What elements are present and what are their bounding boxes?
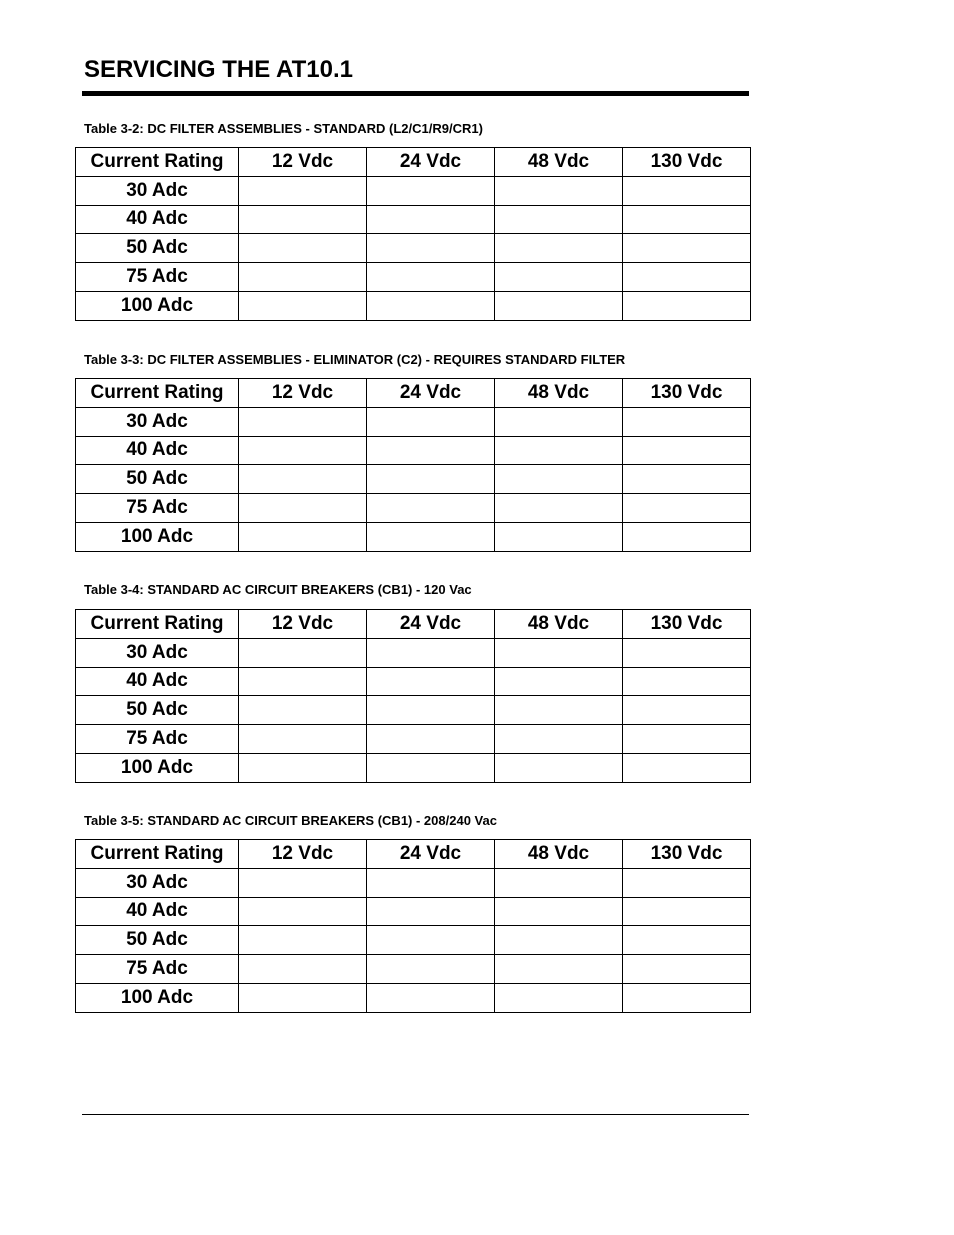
row-label: 100 Adc <box>76 291 239 320</box>
table-row <box>76 725 751 754</box>
table-cell <box>367 638 495 667</box>
table-row <box>76 696 751 725</box>
column-header: Current Rating <box>76 148 239 177</box>
table-row <box>76 291 751 320</box>
table-row <box>76 753 751 782</box>
table-cell <box>367 753 495 782</box>
table-cell <box>495 176 623 205</box>
table-cell <box>367 955 495 984</box>
row-label: 75 Adc <box>76 725 239 754</box>
table-row <box>76 465 751 494</box>
table-cell <box>623 436 751 465</box>
table-cell <box>623 897 751 926</box>
column-header: 48 Vdc <box>495 840 623 869</box>
table-cell <box>495 753 623 782</box>
table-cell <box>495 667 623 696</box>
table-row <box>76 983 751 1012</box>
row-label: 50 Adc <box>76 234 239 263</box>
ac-breakers-208-240vac-table <box>75 839 751 1013</box>
table-caption: Table 3-4: STANDARD AC CIRCUIT BREAKERS (CB1) - 120 Vac <box>84 582 472 597</box>
table-cell <box>239 638 367 667</box>
table-cell <box>623 638 751 667</box>
table-row <box>76 234 751 263</box>
table-cell <box>367 494 495 523</box>
table-cell <box>239 696 367 725</box>
table-cell <box>623 522 751 551</box>
table-cell <box>367 291 495 320</box>
table-cell <box>623 407 751 436</box>
table-row <box>76 205 751 234</box>
table-cell <box>623 955 751 984</box>
table-cell <box>367 263 495 292</box>
column-header: 48 Vdc <box>495 148 623 177</box>
column-header: 48 Vdc <box>495 379 623 408</box>
row-label: 75 Adc <box>76 494 239 523</box>
table-row <box>76 926 751 955</box>
table-cell <box>623 263 751 292</box>
row-label: 50 Adc <box>76 926 239 955</box>
column-header: 24 Vdc <box>367 610 495 639</box>
table-cell <box>495 291 623 320</box>
table-cell <box>367 436 495 465</box>
table-cell <box>239 436 367 465</box>
column-header: 130 Vdc <box>623 379 751 408</box>
table-cell <box>239 522 367 551</box>
table-cell <box>623 868 751 897</box>
table-cell <box>623 926 751 955</box>
table-cell <box>495 234 623 263</box>
page-title: SERVICING THE AT10.1 <box>84 56 353 83</box>
table-header-row <box>76 610 751 639</box>
table-cell <box>623 205 751 234</box>
table-row <box>76 955 751 984</box>
table-cell <box>623 667 751 696</box>
table-cell <box>239 176 367 205</box>
table-cell <box>623 725 751 754</box>
column-header: 12 Vdc <box>239 379 367 408</box>
row-label: 50 Adc <box>76 696 239 725</box>
footer-divider <box>82 1114 749 1115</box>
table-cell <box>239 263 367 292</box>
table-cell <box>495 494 623 523</box>
table-cell <box>239 205 367 234</box>
table-caption: Table 3-5: STANDARD AC CIRCUIT BREAKERS (CB1) - 208/240 Vac <box>84 813 497 828</box>
table-caption: Table 3-3: DC FILTER ASSEMBLIES - ELIMINATOR (C2) - REQUIRES STANDARD FILTER <box>84 352 626 367</box>
table-cell <box>367 522 495 551</box>
row-label: 75 Adc <box>76 955 239 984</box>
row-label: 30 Adc <box>76 176 239 205</box>
column-header: 12 Vdc <box>239 148 367 177</box>
table-cell <box>495 522 623 551</box>
row-label: 100 Adc <box>76 753 239 782</box>
column-header: Current Rating <box>76 840 239 869</box>
row-label: 100 Adc <box>76 522 239 551</box>
table-row <box>76 494 751 523</box>
table-cell <box>623 176 751 205</box>
table-cell <box>367 176 495 205</box>
dc-filter-eliminator-table <box>75 378 751 552</box>
column-header: 48 Vdc <box>495 610 623 639</box>
table-header-row <box>76 840 751 869</box>
table-cell <box>367 983 495 1012</box>
table-cell <box>239 465 367 494</box>
table-cell <box>239 753 367 782</box>
table-header-row <box>76 379 751 408</box>
column-header: Current Rating <box>76 379 239 408</box>
table-cell <box>367 407 495 436</box>
table-cell <box>239 725 367 754</box>
table-cell <box>239 868 367 897</box>
column-header: 130 Vdc <box>623 840 751 869</box>
row-label: 30 Adc <box>76 868 239 897</box>
table-cell <box>239 407 367 436</box>
row-label: 100 Adc <box>76 983 239 1012</box>
table-row <box>76 176 751 205</box>
table-cell <box>239 983 367 1012</box>
table-cell <box>239 926 367 955</box>
table-row <box>76 638 751 667</box>
column-header: Current Rating <box>76 610 239 639</box>
table-cell <box>367 667 495 696</box>
title-divider <box>82 91 749 96</box>
table-row <box>76 897 751 926</box>
table-row <box>76 436 751 465</box>
table-row <box>76 407 751 436</box>
row-label: 40 Adc <box>76 667 239 696</box>
table-cell <box>239 234 367 263</box>
table-row <box>76 522 751 551</box>
table-cell <box>367 696 495 725</box>
row-label: 50 Adc <box>76 465 239 494</box>
table-cell <box>495 263 623 292</box>
row-label: 30 Adc <box>76 638 239 667</box>
table-cell <box>239 667 367 696</box>
row-label: 40 Adc <box>76 897 239 926</box>
table-cell <box>239 955 367 984</box>
table-cell <box>623 234 751 263</box>
table-cell <box>623 753 751 782</box>
table-cell <box>495 926 623 955</box>
table-cell <box>367 205 495 234</box>
row-label: 75 Adc <box>76 263 239 292</box>
table-cell <box>239 897 367 926</box>
table-header-row <box>76 148 751 177</box>
table-cell <box>623 291 751 320</box>
column-header: 12 Vdc <box>239 840 367 869</box>
table-caption: Table 3-2: DC FILTER ASSEMBLIES - STANDARD (L2/C1/R9/CR1) <box>84 121 483 136</box>
row-label: 40 Adc <box>76 205 239 234</box>
table-cell <box>623 465 751 494</box>
table-cell <box>623 494 751 523</box>
table-cell <box>495 955 623 984</box>
table-cell <box>495 436 623 465</box>
table-cell <box>367 725 495 754</box>
table-row <box>76 868 751 897</box>
table-cell <box>495 638 623 667</box>
table-cell <box>367 926 495 955</box>
table-cell <box>495 407 623 436</box>
column-header: 24 Vdc <box>367 148 495 177</box>
table-row <box>76 667 751 696</box>
table-cell <box>495 696 623 725</box>
table-cell <box>239 494 367 523</box>
column-header: 130 Vdc <box>623 610 751 639</box>
column-header: 24 Vdc <box>367 379 495 408</box>
table-cell <box>495 983 623 1012</box>
column-header: 24 Vdc <box>367 840 495 869</box>
table-cell <box>239 291 367 320</box>
table-cell <box>623 983 751 1012</box>
table-cell <box>495 868 623 897</box>
table-cell <box>495 465 623 494</box>
column-header: 130 Vdc <box>623 148 751 177</box>
table-cell <box>495 725 623 754</box>
table-cell <box>367 234 495 263</box>
table-cell <box>495 897 623 926</box>
row-label: 30 Adc <box>76 407 239 436</box>
table-cell <box>495 205 623 234</box>
table-cell <box>367 897 495 926</box>
table-cell <box>623 696 751 725</box>
dc-filter-standard-table <box>75 147 751 321</box>
row-label: 40 Adc <box>76 436 239 465</box>
table-row <box>76 263 751 292</box>
ac-breakers-120vac-table <box>75 609 751 783</box>
table-cell <box>367 465 495 494</box>
column-header: 12 Vdc <box>239 610 367 639</box>
table-cell <box>367 868 495 897</box>
